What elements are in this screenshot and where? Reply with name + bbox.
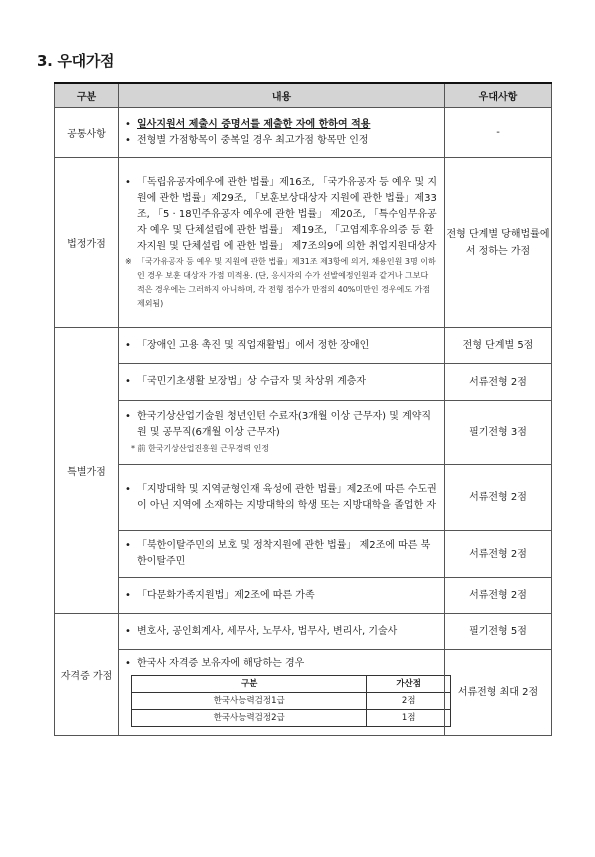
header-category: 구분 <box>55 83 119 108</box>
table-row <box>55 465 552 531</box>
category-common: 공통사항 <box>55 108 119 158</box>
korean-history-table <box>131 675 451 727</box>
special-text-5: 「북한이탈주민의 보호 및 정착지원에 관한 법률」 제2조에 따른 북한이탈주민 <box>137 540 431 567</box>
category-special: 특별가점 <box>55 328 119 614</box>
preference-license-1: 필기전형 5점 <box>445 614 552 650</box>
table-row <box>55 108 552 158</box>
table-row <box>55 578 552 614</box>
content-common <box>119 108 445 158</box>
preference-license-2: 서류전형 최대 2점 <box>445 650 552 736</box>
bullet: • <box>125 483 131 495</box>
table-row <box>55 328 552 364</box>
header-preference: 우대사항 <box>445 83 552 108</box>
bullet: • <box>125 176 131 188</box>
content-license-1 <box>119 614 445 650</box>
list-item <box>125 175 438 255</box>
preference-table <box>54 82 552 736</box>
table-header-row <box>55 83 552 108</box>
bullet: • <box>125 134 131 146</box>
bullet: • <box>125 339 131 351</box>
bullet: • <box>125 118 131 130</box>
legal-text: 「독립유공자예우에 관한 법률」제16조, 「국가유공자 등 예우 및 지원에 관한 법률」제29조, 「보훈보상대상자 지원에 관한 법률」제33조, 「5 · 18민주유공자 예우에 관한 법률」 제20조, 「특수임무유공자 예우 및 단체설립에 관한 법률」 제19조, 「고엽제후유의증 등 환자지원 및 단체설립 에 관한 법률」 제7조의9에 의한 취업지원대상자 <box>137 176 437 252</box>
legal-note <box>125 255 438 311</box>
table-row <box>55 364 552 401</box>
legal-note-text: 「국가유공자 등 예우 및 지원에 관한 법률」제31조 제3항에 의거, 채용인원 3명 이하인 경우 보훈 대상자 가점 미적용. (단, 응시자의 수가 선발예정인원과 같거나 그보다 적은 경우에는 그러하지 아니하며, 각 전형 점수가 만점의 40%미만인 경우에도 가점 제외됨) <box>137 256 436 308</box>
license-text-1: 변호사, 공인회계사, 세무사, 노무사, 법무사, 변리사, 기술사 <box>137 625 398 637</box>
content-license-2 <box>119 650 445 736</box>
content-special-3 <box>119 401 445 465</box>
special-text-6: 「다문화가족지원법」제2조에 따른 가족 <box>137 589 315 601</box>
content-special-5 <box>119 531 445 578</box>
inner-cell: 1점 <box>367 710 451 727</box>
content-special-2 <box>119 364 445 401</box>
table-row <box>132 693 451 710</box>
table-row <box>132 710 451 727</box>
table-row <box>55 650 552 736</box>
preference-special-3: 필기전형 3점 <box>445 401 552 465</box>
special-text-3: 한국기상산업기술원 청년인턴 수료자(3개월 이상 근무자) 및 계약직원 및 공무직(6개월 이상 근무자) <box>137 410 432 438</box>
table-row <box>55 614 552 650</box>
table-row <box>55 531 552 578</box>
special-text-4: 「지방대학 및 지역균형인재 육성에 관한 법률」제2조에 따른 수도권이 아닌 지역에 소재하는 지방대학의 학생 또는 지방대학을 졸업한 자 <box>137 483 437 511</box>
preference-legal: 전형 단계별 당해법률에서 정하는 가점 <box>445 158 552 328</box>
special-sub-3: * 前 한국기상산업진흥원 근무경력 인정 <box>131 443 270 453</box>
preference-special-4: 서류전형 2점 <box>445 465 552 531</box>
bullet: • <box>125 410 131 422</box>
special-text-1: 「장애인 고용 촉진 및 직업재활법」에서 정한 장애인 <box>137 339 370 351</box>
category-license: 자격증 가점 <box>55 614 119 736</box>
preference-special-6: 서류전형 2점 <box>445 578 552 614</box>
preference-common: - <box>445 108 552 158</box>
section-heading: 3. 우대가점 <box>37 52 115 70</box>
inner-cell: 한국사능력검정1급 <box>132 693 367 710</box>
bullet: • <box>125 540 131 551</box>
category-legal: 법정가점 <box>55 158 119 328</box>
preference-special-1: 전형 단계별 5점 <box>445 328 552 364</box>
bullet: • <box>125 376 131 387</box>
special-text-2: 「국민기초생활 보장법」상 수급자 및 차상위 계층자 <box>137 376 367 387</box>
table-row <box>55 158 552 328</box>
content-special-6 <box>119 578 445 614</box>
license-text-2: 한국사 자격증 보유자에 해당하는 경우 <box>137 658 305 669</box>
table-row <box>55 401 552 465</box>
inner-header-category: 구분 <box>132 676 367 693</box>
inner-cell: 한국사능력검정2급 <box>132 710 367 727</box>
bullet: • <box>125 625 131 637</box>
bullet: • <box>125 589 131 601</box>
common-item-2: 전형별 가점항목이 중복일 경우 최고가점 항목만 인정 <box>137 134 369 146</box>
list-item <box>125 117 438 133</box>
preference-special-2: 서류전형 2점 <box>445 364 552 401</box>
header-content: 내용 <box>119 83 445 108</box>
preference-special-5: 서류전형 2점 <box>445 531 552 578</box>
content-legal <box>119 158 445 328</box>
content-special-1 <box>119 328 445 364</box>
common-item-1: 일사지원서 제출시 증명서를 제출한 자에 한하여 적용 <box>137 118 371 130</box>
bullet: • <box>125 658 131 669</box>
note-mark: ※ <box>125 256 132 266</box>
list-item <box>125 133 438 149</box>
inner-cell: 2점 <box>367 693 451 710</box>
inner-header-points: 가산점 <box>367 676 451 693</box>
content-special-4 <box>119 465 445 531</box>
